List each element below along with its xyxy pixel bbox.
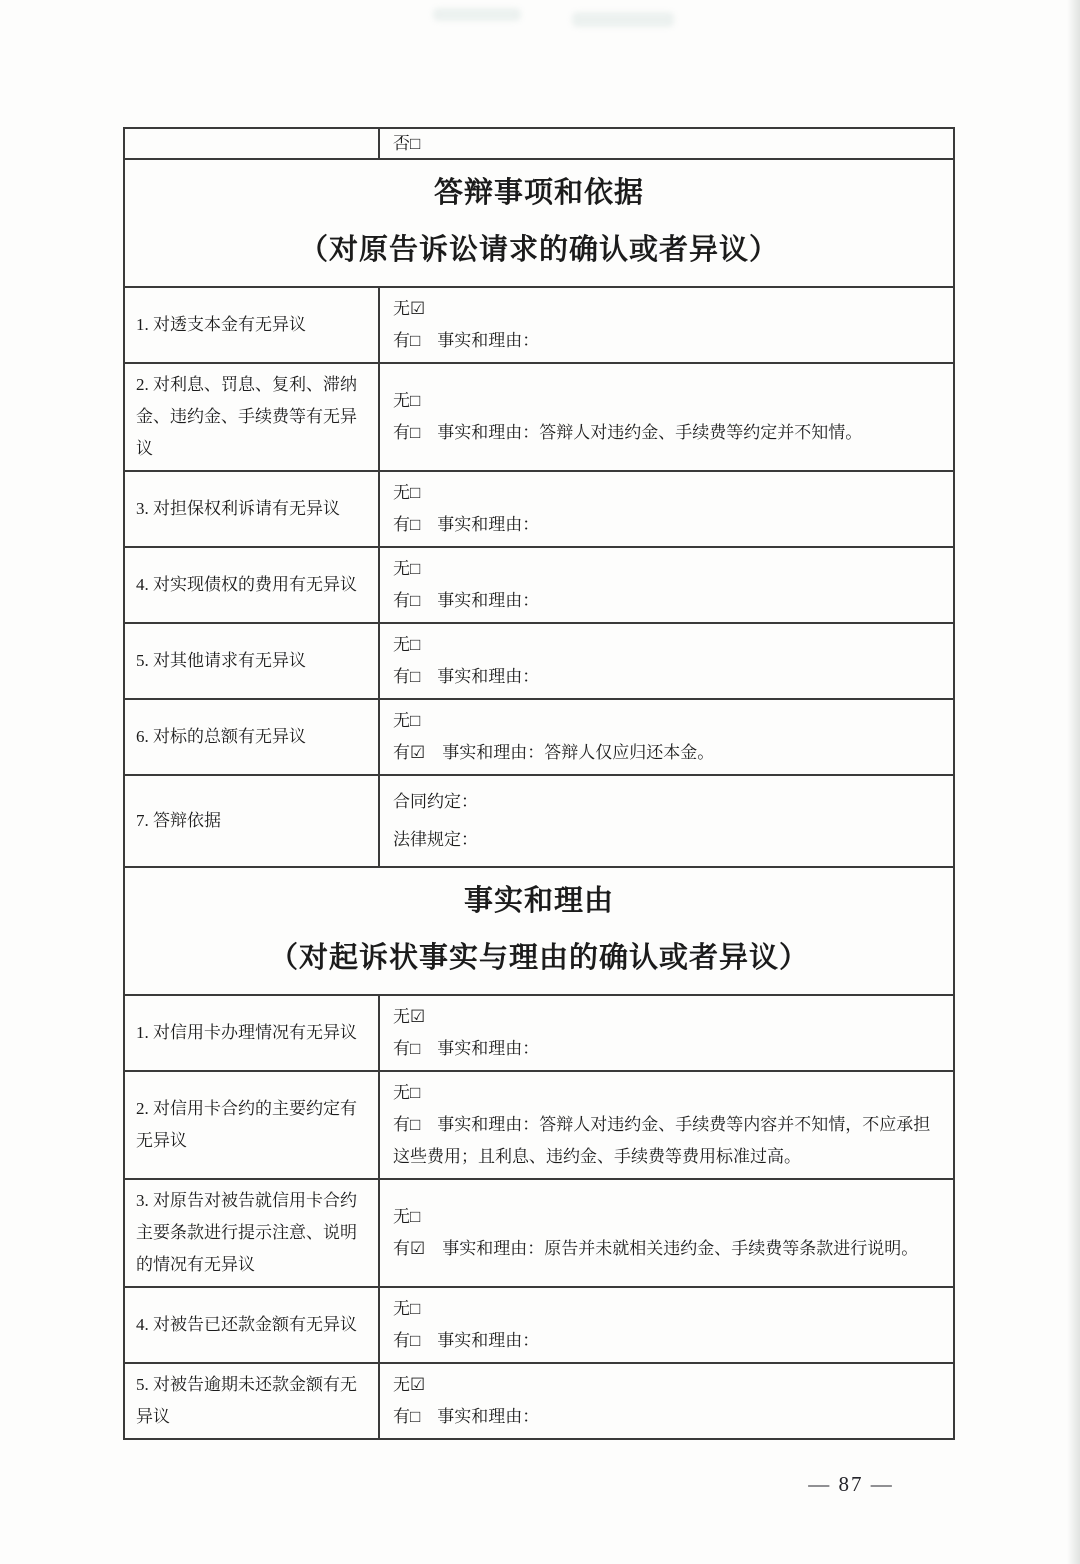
defense-form-table [123, 127, 955, 1440]
option-no-objection: 无☑ [393, 299, 426, 318]
section2-title: 事实和理由 [463, 884, 614, 917]
option-no-objection: 无☑ [393, 1007, 426, 1026]
option-no-objection: 无□ [393, 1083, 421, 1102]
row-content [380, 1072, 953, 1178]
row-content [380, 624, 953, 698]
table-row [125, 286, 953, 362]
row-content [380, 472, 953, 546]
table-row [125, 362, 953, 470]
option-has-objection: 有□ 事实和理由： [393, 667, 540, 686]
scan-edge-shadow [1067, 0, 1080, 1564]
row-label: 2. 对利息、罚息、复利、滞纳金、违约金、手续费等有无异议 [125, 364, 380, 470]
table-row [125, 774, 953, 866]
row-label: 2. 对信用卡合约的主要约定有无异议 [125, 1072, 380, 1178]
row-content [380, 1180, 953, 1286]
option-has-objection: 有□ 事实和理由： [393, 1039, 540, 1058]
section2-header [125, 866, 953, 994]
contract-terms-line: 合同约定： [393, 792, 478, 811]
row-content [380, 700, 953, 774]
row-label: 3. 对担保权利诉请有无异议 [125, 472, 380, 546]
option-no-objection: 无□ [393, 391, 421, 410]
row-label: 4. 对实现债权的费用有无异议 [125, 548, 380, 622]
section1-header [125, 158, 953, 286]
row-label: 5. 对被告逾期未还款金额有无异议 [125, 1364, 380, 1438]
table-row [125, 1362, 953, 1438]
option-has-objection: 有□ 事实和理由：答辩人对违约金、手续费等约定并不知情。 [393, 423, 863, 442]
option-no-objection: 无□ [393, 635, 421, 654]
table-row [125, 994, 953, 1070]
page-number: — 87 — [808, 1472, 894, 1496]
option-no-objection: 无□ [393, 1207, 421, 1226]
row-label: 5. 对其他请求有无异议 [125, 624, 380, 698]
row-label: 7. 答辩依据 [125, 776, 380, 866]
row-label: 1. 对信用卡办理情况有无异议 [125, 996, 380, 1070]
option-has-objection: 有□ 事实和理由： [393, 515, 540, 534]
row-label: 4. 对被告已还款金额有无异议 [125, 1288, 380, 1362]
option-no-objection: 无□ [393, 711, 421, 730]
option-has-objection: 有□ 事实和理由：答辩人对违约金、手续费等内容并不知情，不应承担这些费用；且利息、违约金、手续费等费用标准过高。 [393, 1115, 931, 1166]
section2-subtitle: （对起诉状事实与理由的确认或者异议） [268, 941, 809, 974]
option-no-objection: 无☑ [393, 1375, 426, 1394]
row-content [380, 776, 953, 866]
row-label: 1. 对透支本金有无异议 [125, 288, 380, 362]
row-label: 6. 对标的总额有无异议 [125, 700, 380, 774]
continued-row-label-cell [125, 129, 380, 158]
table-row [125, 1178, 953, 1286]
row-label: 3. 对原告对被告就信用卡合约主要条款进行提示注意、说明的情况有无异议 [125, 1180, 380, 1286]
continued-row-content-cell [380, 129, 953, 158]
option-has-objection: 有□ 事实和理由： [393, 1407, 540, 1426]
section1-title: 答辩事项和依据 [433, 176, 644, 209]
table-row [125, 470, 953, 546]
row-content [380, 548, 953, 622]
table-row [125, 698, 953, 774]
legal-provision-line: 法律规定： [393, 830, 478, 849]
option-no-objection: 无□ [393, 559, 421, 578]
table-row [125, 622, 953, 698]
row-content [380, 996, 953, 1070]
section1-subtitle: （对原告诉讼请求的确认或者异议） [298, 233, 779, 266]
scan-artifact [433, 8, 521, 21]
table-row [125, 1070, 953, 1178]
option-no-objection: 无□ [393, 483, 421, 502]
option-has-objection: 有☑ 事实和理由：原告并未就相关违约金、手续费等条款进行说明。 [393, 1239, 919, 1258]
option-has-objection: 有□ 事实和理由： [393, 1331, 540, 1350]
option-has-objection: 有□ 事实和理由： [393, 331, 540, 350]
table-row [125, 546, 953, 622]
scan-artifact [572, 12, 674, 27]
row-content [380, 1288, 953, 1362]
option-no-objection: 无□ [393, 1299, 421, 1318]
table-row [125, 1286, 953, 1362]
continued-row [125, 129, 953, 158]
row-content [380, 364, 953, 470]
row-content [380, 1364, 953, 1438]
option-has-objection: 有☑ 事实和理由：答辩人仅应归还本金。 [393, 743, 715, 762]
option-has-objection: 有□ 事实和理由： [393, 591, 540, 610]
row-content [380, 288, 953, 362]
checkbox-option-no: 否□ [393, 133, 421, 153]
